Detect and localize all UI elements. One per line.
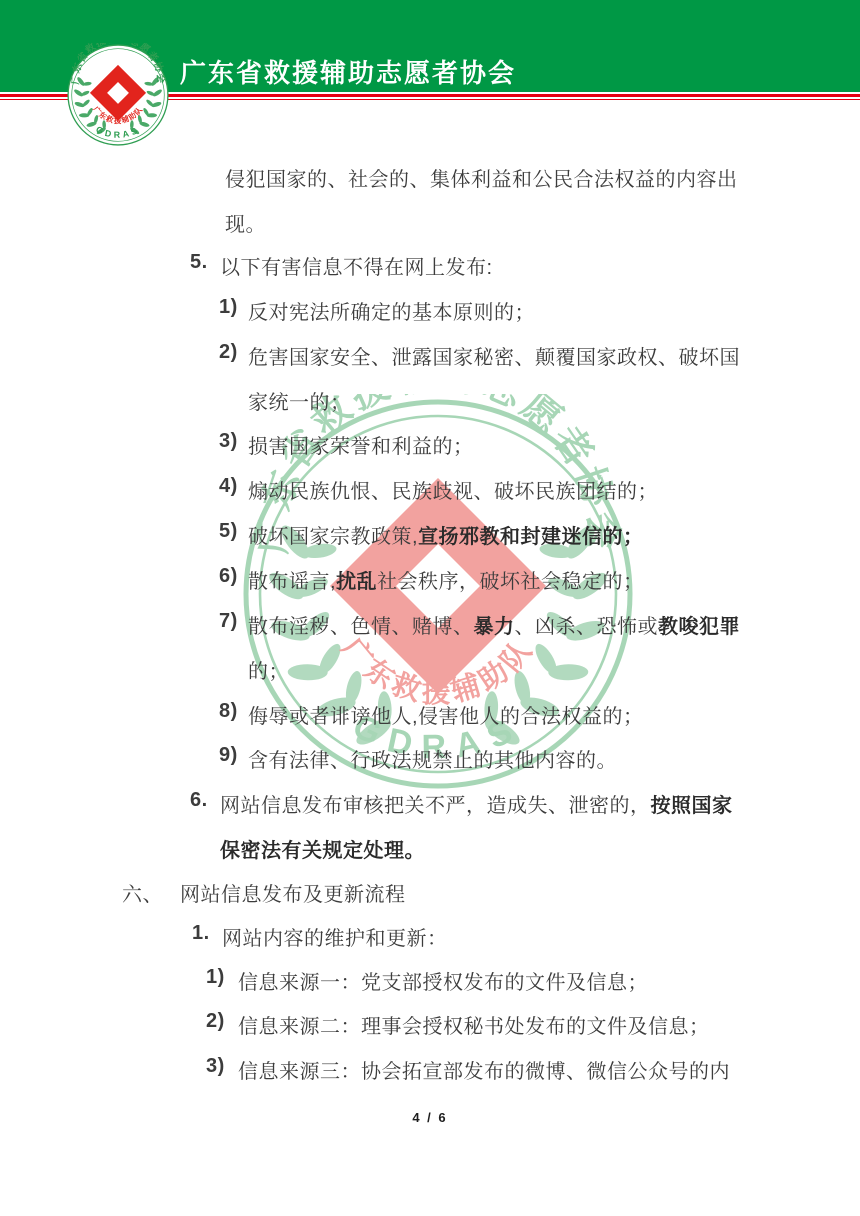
list-marker: 六、 xyxy=(122,884,163,906)
line-text: 危害国家安全、泄露国家秘密、颠覆国家政权、破坏国 xyxy=(248,347,740,369)
list-marker: 1) xyxy=(219,296,238,318)
list-marker: 4) xyxy=(219,475,238,497)
document-line xyxy=(0,922,860,950)
document-line xyxy=(0,655,860,683)
document-line xyxy=(0,208,860,236)
line-text: 信息来源一：党支部授权发布的文件及信息； xyxy=(238,972,648,994)
list-marker: 2) xyxy=(219,341,238,363)
document-line xyxy=(0,789,860,817)
line-text: 侮辱或者诽谤他人,侵害他人的合法权益的； xyxy=(248,706,644,728)
line-text: 反对宪法所确定的基本原则的； xyxy=(248,302,535,324)
document-line xyxy=(0,163,860,191)
document-line xyxy=(0,430,860,458)
line-text: 含有法律、行政法规禁止的其他内容的。 xyxy=(248,750,617,772)
organization-title: 广东省救援辅助志愿者协会 xyxy=(180,58,517,88)
line-text: 的； xyxy=(248,661,289,683)
list-marker: 8) xyxy=(219,700,238,722)
document-line xyxy=(0,251,860,279)
line-text: 网站内容的维护和更新： xyxy=(222,928,448,950)
line-text: 家统一的； xyxy=(248,392,351,414)
document-line xyxy=(0,878,860,906)
list-marker: 2) xyxy=(206,1010,225,1032)
document-line xyxy=(0,341,860,369)
list-marker: 6) xyxy=(219,565,238,587)
line-text: 侵犯国家的、社会的、集体利益和公民合法权益的内容出 xyxy=(225,169,738,191)
document-line xyxy=(0,565,860,593)
line-text: 保密法有关规定处理。 xyxy=(220,840,425,862)
line-text: 信息来源二：理事会授权秘书处发布的文件及信息； xyxy=(238,1016,710,1038)
document-line xyxy=(0,744,860,772)
list-marker: 7) xyxy=(219,610,238,632)
line-text: 损害国家荣誉和利益的； xyxy=(248,436,474,458)
document-line xyxy=(0,1010,860,1038)
document-line xyxy=(0,475,860,503)
document-line xyxy=(0,386,860,414)
list-marker: 1. xyxy=(192,922,210,944)
document-line xyxy=(0,966,860,994)
line-text: 以下有害信息不得在网上发布: xyxy=(220,257,493,279)
association-logo xyxy=(66,43,170,147)
list-marker: 5) xyxy=(219,520,238,542)
document-line xyxy=(0,610,860,638)
line-text: 网站信息发布及更新流程 xyxy=(180,884,406,906)
list-marker: 1) xyxy=(206,966,225,988)
list-marker: 9) xyxy=(219,744,238,766)
list-marker: 5. xyxy=(190,251,208,273)
line-text: 散布淫秽、色情、赌博、暴力、凶杀、恐怖或教唆犯罪 xyxy=(248,616,740,638)
document-line xyxy=(0,1055,860,1083)
document-line xyxy=(0,700,860,728)
list-marker: 6. xyxy=(190,789,208,811)
page-number: 4 / 6 xyxy=(412,1110,448,1125)
line-text: 信息来源三：协会拓宣部发布的微博、微信公众号的内 xyxy=(238,1061,730,1083)
list-marker: 3) xyxy=(219,430,238,452)
document-line xyxy=(0,296,860,324)
line-text: 煽动民族仇恨、民族歧视、破坏民族团结的； xyxy=(248,481,658,503)
line-text: 网站信息发布审核把关不严，造成失、泄密的，按照国家 xyxy=(220,795,733,817)
line-text: 现。 xyxy=(225,214,266,236)
document-line xyxy=(0,834,860,862)
line-text: 散布谣言,扰乱社会秩序，破坏社会稳定的； xyxy=(248,571,644,593)
document-line xyxy=(0,520,860,548)
list-marker: 3) xyxy=(206,1055,225,1077)
line-text: 破坏国家宗教政策,宣扬邪教和封建迷信的； xyxy=(248,526,644,548)
